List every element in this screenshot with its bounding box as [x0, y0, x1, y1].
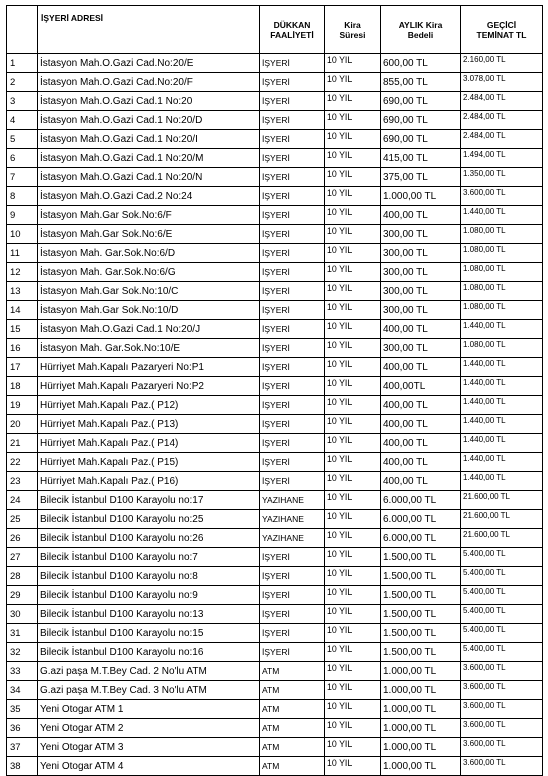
row-activity: YAZIHANE: [260, 491, 325, 510]
row-address: Bilecik İstanbul D100 Karayolu no:7: [38, 548, 260, 567]
row-activity: İŞYERİ: [260, 149, 325, 168]
row-address: Bilecik İstanbul D100 Karayolu no:15: [38, 624, 260, 643]
row-term: 10 YIL: [325, 244, 381, 263]
row-rent: 690,00 TL: [381, 111, 461, 130]
row-activity: İŞYERİ: [260, 605, 325, 624]
row-term: 10 YIL: [325, 377, 381, 396]
rental-table: [6, 5, 543, 776]
row-term: 10 YIL: [325, 472, 381, 491]
row-term: 10 YIL: [325, 719, 381, 738]
row-activity: İŞYERİ: [260, 415, 325, 434]
row-activity: İŞYERİ: [260, 453, 325, 472]
row-address: Hürriyet Mah.Kapalı Paz.( P16): [38, 472, 260, 491]
row-term: 10 YIL: [325, 130, 381, 149]
row-term: 10 YIL: [325, 624, 381, 643]
row-rent: 1.500,00 TL: [381, 567, 461, 586]
row-deposit: 5.400,00 TL: [461, 624, 543, 643]
row-deposit: 2.484,00 TL: [461, 130, 543, 149]
row-term: 10 YIL: [325, 548, 381, 567]
row-address: Bilecik İstanbul D100 Karayolu no:13: [38, 605, 260, 624]
row-number: 11: [7, 244, 38, 263]
table-row: [7, 415, 543, 434]
row-number: 22: [7, 453, 38, 472]
row-activity: ATM: [260, 738, 325, 757]
row-number: 16: [7, 339, 38, 358]
row-number: 36: [7, 719, 38, 738]
row-activity: İŞYERİ: [260, 225, 325, 244]
table-row: [7, 510, 543, 529]
row-activity: İŞYERİ: [260, 130, 325, 149]
row-term: 10 YIL: [325, 738, 381, 757]
row-activity: İŞYERİ: [260, 339, 325, 358]
row-address: İstasyon Mah. Gar.Sok.No:6/D: [38, 244, 260, 263]
row-activity: YAZIHANE: [260, 510, 325, 529]
row-address: Hürriyet Mah.Kapalı Pazaryeri No:P1: [38, 358, 260, 377]
row-term: 10 YIL: [325, 529, 381, 548]
row-address: G.azi paşa M.T.Bey Cad. 2 No'lu ATM: [38, 662, 260, 681]
row-activity: ATM: [260, 662, 325, 681]
row-deposit: 1.440,00 TL: [461, 472, 543, 491]
row-number: 2: [7, 73, 38, 92]
row-address: Hürriyet Mah.Kapalı Paz.( P14): [38, 434, 260, 453]
row-number: 13: [7, 282, 38, 301]
table-row: [7, 111, 543, 130]
row-rent: 300,00 TL: [381, 301, 461, 320]
row-rent: 1.000,00 TL: [381, 681, 461, 700]
header-no: [7, 6, 38, 54]
row-rent: 400,00 TL: [381, 206, 461, 225]
row-activity: İŞYERİ: [260, 586, 325, 605]
row-activity: İŞYERİ: [260, 358, 325, 377]
row-activity: İŞYERİ: [260, 567, 325, 586]
row-rent: 6.000,00 TL: [381, 510, 461, 529]
row-number: 12: [7, 263, 38, 282]
row-deposit: 1.440,00 TL: [461, 396, 543, 415]
row-deposit: 3.600,00 TL: [461, 187, 543, 206]
row-rent: 400,00 TL: [381, 396, 461, 415]
row-rent: 375,00 TL: [381, 168, 461, 187]
row-activity: ATM: [260, 681, 325, 700]
row-address: İstasyon Mah.Gar Sok.No:10/D: [38, 301, 260, 320]
row-term: 10 YIL: [325, 282, 381, 301]
row-rent: 1.000,00 TL: [381, 719, 461, 738]
row-deposit: 1.440,00 TL: [461, 206, 543, 225]
row-activity: ATM: [260, 757, 325, 776]
table-row: [7, 396, 543, 415]
row-rent: 400,00 TL: [381, 415, 461, 434]
table-row: [7, 605, 543, 624]
row-activity: İŞYERİ: [260, 263, 325, 282]
row-deposit: 2.484,00 TL: [461, 111, 543, 130]
row-address: Bilecik İstanbul D100 Karayolu no:26: [38, 529, 260, 548]
row-term: 10 YIL: [325, 320, 381, 339]
table-row: [7, 206, 543, 225]
table-row: [7, 548, 543, 567]
row-rent: 300,00 TL: [381, 339, 461, 358]
row-rent: 300,00 TL: [381, 263, 461, 282]
row-rent: 400,00 TL: [381, 472, 461, 491]
row-term: 10 YIL: [325, 700, 381, 719]
table-row: [7, 92, 543, 111]
row-rent: 400,00 TL: [381, 434, 461, 453]
row-activity: İŞYERİ: [260, 377, 325, 396]
row-number: 10: [7, 225, 38, 244]
row-rent: 300,00 TL: [381, 282, 461, 301]
row-activity: ATM: [260, 719, 325, 738]
row-address: İstasyon Mah.Gar Sok.No:6/E: [38, 225, 260, 244]
row-activity: İŞYERİ: [260, 92, 325, 111]
table-row: [7, 700, 543, 719]
table-row: [7, 529, 543, 548]
row-term: 10 YIL: [325, 92, 381, 111]
row-address: İstasyon Mah.O.Gazi Cad.No:20/F: [38, 73, 260, 92]
row-rent: 300,00 TL: [381, 244, 461, 263]
row-deposit: 21.600,00 TL: [461, 491, 543, 510]
row-rent: 400,00TL: [381, 377, 461, 396]
table-header-row: [7, 6, 543, 54]
row-term: 10 YIL: [325, 206, 381, 225]
row-rent: 300,00 TL: [381, 225, 461, 244]
row-deposit: 3.600,00 TL: [461, 738, 543, 757]
row-number: 29: [7, 586, 38, 605]
table-row: [7, 434, 543, 453]
row-activity: İŞYERİ: [260, 472, 325, 491]
row-rent: 855,00 TL: [381, 73, 461, 92]
row-rent: 1.000,00 TL: [381, 738, 461, 757]
table-row: [7, 130, 543, 149]
row-activity: İŞYERİ: [260, 548, 325, 567]
row-address: Bilecik İstanbul D100 Karayolu no:25: [38, 510, 260, 529]
row-term: 10 YIL: [325, 54, 381, 73]
row-deposit: 1.440,00 TL: [461, 415, 543, 434]
row-deposit: 21.600,00 TL: [461, 529, 543, 548]
row-activity: ATM: [260, 700, 325, 719]
table-row: [7, 662, 543, 681]
row-number: 8: [7, 187, 38, 206]
row-number: 23: [7, 472, 38, 491]
table-row: [7, 757, 543, 776]
row-rent: 690,00 TL: [381, 130, 461, 149]
row-term: 10 YIL: [325, 396, 381, 415]
row-activity: İŞYERİ: [260, 434, 325, 453]
row-rent: 400,00 TL: [381, 320, 461, 339]
document-page: [6, 5, 543, 776]
row-deposit: 2.160,00 TL: [461, 54, 543, 73]
row-term: 10 YIL: [325, 225, 381, 244]
row-term: 10 YIL: [325, 510, 381, 529]
row-deposit: 5.400,00 TL: [461, 643, 543, 662]
row-deposit: 3.078,00 TL: [461, 73, 543, 92]
row-deposit: 5.400,00 TL: [461, 605, 543, 624]
row-number: 18: [7, 377, 38, 396]
row-rent: 400,00 TL: [381, 453, 461, 472]
row-rent: 1.500,00 TL: [381, 605, 461, 624]
row-number: 6: [7, 149, 38, 168]
row-address: İstasyon Mah.O.Gazi Cad.1 No:20/N: [38, 168, 260, 187]
row-activity: İŞYERİ: [260, 396, 325, 415]
row-number: 20: [7, 415, 38, 434]
header-deposit: GEÇİCİ TEMİNAT TL: [461, 6, 543, 54]
row-term: 10 YIL: [325, 415, 381, 434]
table-row: [7, 301, 543, 320]
row-address: İstasyon Mah.Gar Sok.No:6/F: [38, 206, 260, 225]
row-term: 10 YIL: [325, 453, 381, 472]
row-number: 32: [7, 643, 38, 662]
row-rent: 690,00 TL: [381, 92, 461, 111]
row-address: İstasyon Mah.O.Gazi Cad.1 No:20/D: [38, 111, 260, 130]
table-row: [7, 681, 543, 700]
row-number: 19: [7, 396, 38, 415]
table-row: [7, 282, 543, 301]
table-row: [7, 358, 543, 377]
row-term: 10 YIL: [325, 567, 381, 586]
row-deposit: 1.440,00 TL: [461, 453, 543, 472]
row-address: Hürriyet Mah.Kapalı Pazaryeri No:P2: [38, 377, 260, 396]
row-rent: 1.500,00 TL: [381, 643, 461, 662]
header-address: İŞYERİ ADRESİ: [38, 6, 260, 54]
row-address: Bilecik İstanbul D100 Karayolu no:8: [38, 567, 260, 586]
row-term: 10 YIL: [325, 149, 381, 168]
row-address: İstasyon Mah.O.Gazi Cad.1 No:20/M: [38, 149, 260, 168]
row-deposit: 3.600,00 TL: [461, 757, 543, 776]
table-row: [7, 149, 543, 168]
row-activity: İŞYERİ: [260, 320, 325, 339]
row-activity: İŞYERİ: [260, 54, 325, 73]
row-address: İstasyon Mah.Gar Sok.No:10/C: [38, 282, 260, 301]
row-rent: 6.000,00 TL: [381, 491, 461, 510]
row-deposit: 3.600,00 TL: [461, 700, 543, 719]
row-number: 25: [7, 510, 38, 529]
row-deposit: 5.400,00 TL: [461, 586, 543, 605]
table-row: [7, 643, 543, 662]
row-activity: İŞYERİ: [260, 643, 325, 662]
row-rent: 1.000,00 TL: [381, 187, 461, 206]
row-number: 5: [7, 130, 38, 149]
row-term: 10 YIL: [325, 187, 381, 206]
row-term: 10 YIL: [325, 73, 381, 92]
table-row: [7, 187, 543, 206]
row-rent: 1.000,00 TL: [381, 662, 461, 681]
row-deposit: 1.080,00 TL: [461, 263, 543, 282]
row-activity: İŞYERİ: [260, 73, 325, 92]
row-number: 9: [7, 206, 38, 225]
row-activity: İŞYERİ: [260, 206, 325, 225]
row-term: 10 YIL: [325, 168, 381, 187]
row-deposit: 1.080,00 TL: [461, 339, 543, 358]
row-deposit: 1.440,00 TL: [461, 434, 543, 453]
row-term: 10 YIL: [325, 662, 381, 681]
row-deposit: 1.080,00 TL: [461, 282, 543, 301]
row-address: Yeni Otogar ATM 2: [38, 719, 260, 738]
row-deposit: 3.600,00 TL: [461, 681, 543, 700]
table-row: [7, 586, 543, 605]
row-term: 10 YIL: [325, 605, 381, 624]
row-term: 10 YIL: [325, 358, 381, 377]
table-row: [7, 624, 543, 643]
table-body: [7, 54, 543, 776]
row-number: 3: [7, 92, 38, 111]
table-row: [7, 73, 543, 92]
row-term: 10 YIL: [325, 339, 381, 358]
row-deposit: 1.350,00 TL: [461, 168, 543, 187]
row-address: İstasyon Mah. Gar.Sok.No:6/G: [38, 263, 260, 282]
row-address: Bilecik İstanbul D100 Karayolu no:16: [38, 643, 260, 662]
row-term: 10 YIL: [325, 434, 381, 453]
row-activity: İŞYERİ: [260, 187, 325, 206]
row-address: Bilecik İstanbul D100 Karayolu no:17: [38, 491, 260, 510]
row-address: İstasyon Mah.O.Gazi Cad.2 No:24: [38, 187, 260, 206]
row-term: 10 YIL: [325, 491, 381, 510]
row-deposit: 2.484,00 TL: [461, 92, 543, 111]
row-number: 35: [7, 700, 38, 719]
row-address: İstasyon Mah.O.Gazi Cad.1 No:20/I: [38, 130, 260, 149]
row-activity: YAZIHANE: [260, 529, 325, 548]
row-deposit: 1.080,00 TL: [461, 244, 543, 263]
row-deposit: 1.080,00 TL: [461, 225, 543, 244]
row-term: 10 YIL: [325, 757, 381, 776]
row-address: Hürriyet Mah.Kapalı Paz.( P12): [38, 396, 260, 415]
row-rent: 1.500,00 TL: [381, 586, 461, 605]
row-activity: İŞYERİ: [260, 111, 325, 130]
row-address: Yeni Otogar ATM 1: [38, 700, 260, 719]
row-number: 27: [7, 548, 38, 567]
row-activity: İŞYERİ: [260, 244, 325, 263]
table-row: [7, 320, 543, 339]
row-address: Yeni Otogar ATM 4: [38, 757, 260, 776]
row-number: 24: [7, 491, 38, 510]
row-deposit: 21.600,00 TL: [461, 510, 543, 529]
row-term: 10 YIL: [325, 643, 381, 662]
row-term: 10 YIL: [325, 301, 381, 320]
table-row: [7, 225, 543, 244]
header-term: Kira Süresi: [325, 6, 381, 54]
row-term: 10 YIL: [325, 681, 381, 700]
row-number: 38: [7, 757, 38, 776]
row-number: 21: [7, 434, 38, 453]
row-deposit: 1.440,00 TL: [461, 320, 543, 339]
row-address: İstasyon Mah. Gar.Sok.No:10/E: [38, 339, 260, 358]
row-term: 10 YIL: [325, 263, 381, 282]
row-number: 14: [7, 301, 38, 320]
row-number: 30: [7, 605, 38, 624]
row-deposit: 3.600,00 TL: [461, 719, 543, 738]
row-number: 15: [7, 320, 38, 339]
row-activity: İŞYERİ: [260, 168, 325, 187]
row-number: 31: [7, 624, 38, 643]
row-number: 4: [7, 111, 38, 130]
table-row: [7, 263, 543, 282]
row-term: 10 YIL: [325, 586, 381, 605]
row-deposit: 3.600,00 TL: [461, 662, 543, 681]
row-deposit: 5.400,00 TL: [461, 567, 543, 586]
row-rent: 400,00 TL: [381, 358, 461, 377]
table-row: [7, 244, 543, 263]
row-number: 33: [7, 662, 38, 681]
row-address: İstasyon Mah.O.Gazi Cad.No:20/E: [38, 54, 260, 73]
row-number: 26: [7, 529, 38, 548]
row-deposit: 1.494,00 TL: [461, 149, 543, 168]
row-deposit: 1.440,00 TL: [461, 377, 543, 396]
row-activity: İŞYERİ: [260, 282, 325, 301]
row-rent: 600,00 TL: [381, 54, 461, 73]
row-number: 17: [7, 358, 38, 377]
row-address: Hürriyet Mah.Kapalı Paz.( P13): [38, 415, 260, 434]
row-address: İstasyon Mah.O.Gazi Cad.1 No:20: [38, 92, 260, 111]
row-number: 7: [7, 168, 38, 187]
row-number: 34: [7, 681, 38, 700]
row-rent: 1.000,00 TL: [381, 700, 461, 719]
table-row: [7, 567, 543, 586]
row-address: G.azi paşa M.T.Bey Cad. 3 No'lu ATM: [38, 681, 260, 700]
table-row: [7, 168, 543, 187]
row-rent: 1.500,00 TL: [381, 548, 461, 567]
row-address: Hürriyet Mah.Kapalı Paz.( P15): [38, 453, 260, 472]
row-address: Yeni Otogar ATM 3: [38, 738, 260, 757]
row-address: Bilecik İstanbul D100 Karayolu no:9: [38, 586, 260, 605]
row-number: 37: [7, 738, 38, 757]
row-rent: 1.000,00 TL: [381, 757, 461, 776]
table-row: [7, 472, 543, 491]
table-row: [7, 377, 543, 396]
row-rent: 6.000,00 TL: [381, 529, 461, 548]
row-rent: 1.500,00 TL: [381, 624, 461, 643]
row-deposit: 1.080,00 TL: [461, 301, 543, 320]
row-deposit: 5.400,00 TL: [461, 548, 543, 567]
row-rent: 415,00 TL: [381, 149, 461, 168]
row-deposit: 1.440,00 TL: [461, 358, 543, 377]
header-rent: AYLIK Kira Bedeli: [381, 6, 461, 54]
row-activity: İŞYERİ: [260, 624, 325, 643]
row-number: 1: [7, 54, 38, 73]
header-activity: DÜKKAN FAALİYETİ: [260, 6, 325, 54]
row-activity: İŞYERİ: [260, 301, 325, 320]
row-term: 10 YIL: [325, 111, 381, 130]
table-row: [7, 719, 543, 738]
row-number: 28: [7, 567, 38, 586]
table-row: [7, 54, 543, 73]
table-row: [7, 453, 543, 472]
row-address: İstasyon Mah.O.Gazi Cad.1 No:20/J: [38, 320, 260, 339]
table-row: [7, 339, 543, 358]
table-row: [7, 491, 543, 510]
